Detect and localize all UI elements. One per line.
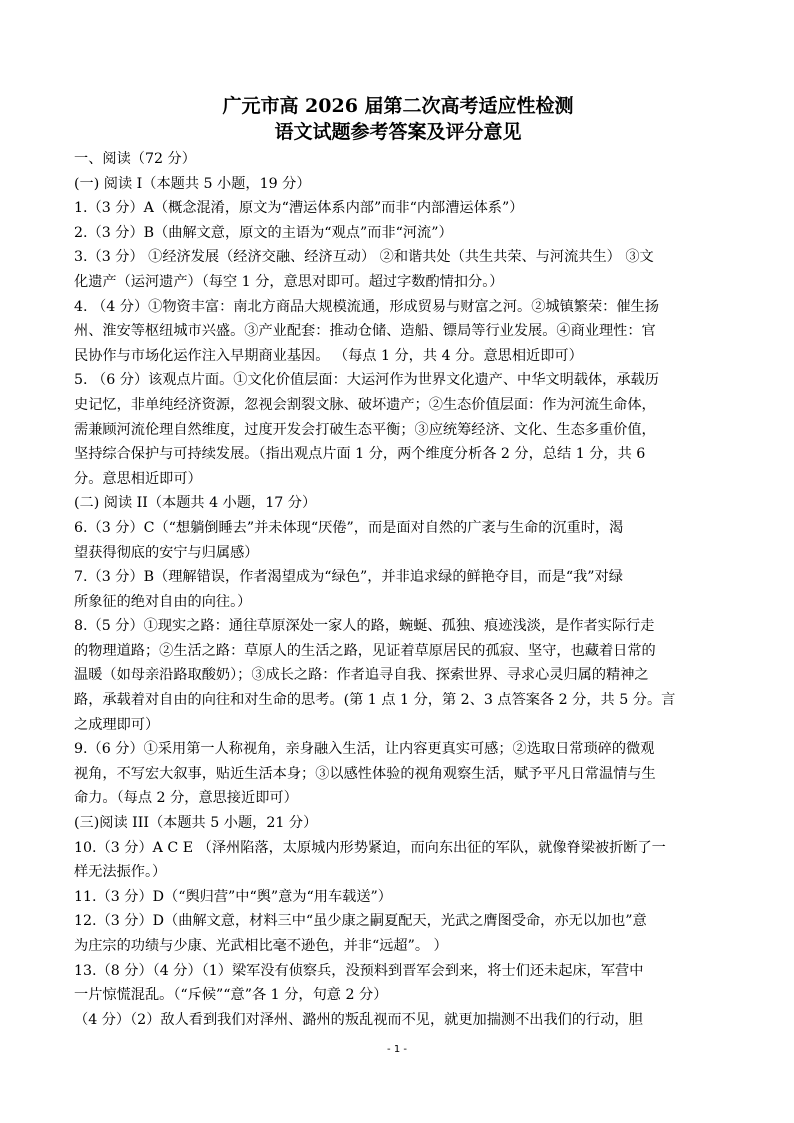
text-line: 11.（3 分）D（“舆归营”中“舆”意为“用车载送”） [74, 888, 392, 905]
text-line: 分。意思相近即可） [74, 470, 202, 487]
text-line: 所象征的绝对自由的向往。） [74, 593, 252, 610]
document-subtitle: 语文试题参考答案及评分意见 [274, 121, 522, 143]
text-line: 样无法振作。） [74, 864, 167, 881]
text-line: 化遗产（运河遗产）（每空 1 分，意思对即可。超过字数酌情扣分。） [74, 273, 504, 290]
text-line: 5. （6 分）该观点片面。①文化价值层面：大运河作为世界文化遗产、中华文明载体，承载历 [74, 372, 659, 389]
text-line: 视角，不写宏大叙事，贴近生活本身；③以感性体验的视角观察生活，赋予平凡日常温情与生 [74, 765, 656, 782]
text-line: 的物理道路；②生活之路：草原人的生活之路，见证着草原居民的孤寂、坚守，也藏着日常的 [74, 642, 656, 659]
text-line: 命力。（每点 2 分，意思接近即可） [74, 790, 298, 807]
text-line: 1.（3 分）A（概念混淆，原文为“漕运体系内部”而非“内部漕运体系”） [74, 200, 524, 217]
text-line: （4 分）（2）敌人看到我们对泽州、潞州的叛乱视而不见，就更加揣测不出我们的行动，胆 [74, 1011, 643, 1028]
text-line: 2.（3 分）B（曲解文意，原文的主语为“观点”而非“河流”） [74, 224, 453, 241]
document-title: 广元市高 2026 届第二次高考适应性检测 [222, 95, 574, 117]
text-line: 4. （4 分）①物资丰富：南北方商品大规模流通，形成贸易与财富之河。②城镇繁荣：催生扬 [74, 298, 659, 315]
document-page [74, 93, 722, 1032]
text-line: 温暖（如母亲沿路取酸奶）；③成长之路：作者追寻自我、探索世界、寻求心灵归属的精神之 [74, 667, 649, 684]
text-line: 8.（5 分）①现实之路：通往草原深处一家人的路，蜿蜒、孤独、痕迹浅淡，是作者实际行走 [74, 618, 655, 635]
text-line: (二) 阅读 II（本题共 4 小题，17 分） [74, 495, 317, 512]
text-line: 望获得彻底的安宁与归属感） [74, 544, 259, 561]
text-line: 需兼顾河流伦理自然维度，过度开发会打破生态平衡；③应统筹经济、文化、生态多重价值， [74, 421, 656, 438]
text-line: 为庄宗的功绩与少康、光武相比毫不逊色，并非“远超”。 ） [74, 938, 448, 954]
text-line: 12.（3 分）D（曲解文意，材料三中“虽少康之嗣夏配天，光武之膺图受命，亦无以加也”意 [74, 913, 647, 930]
text-line: 一、阅读（72 分） [74, 151, 196, 167]
text-line: 13.（8 分）（4 分）（1）梁军没有侦察兵，没预料到晋军会到来，将士们还未起床，军营中 [74, 962, 644, 979]
text-line: 9.（6 分）①采用第一人称视角，亲身融入生活，让内容更真实可感；②选取日常琐碎的微观 [74, 741, 655, 758]
text-line: 史记忆，非单纯经济资源，忽视会割裂文脉、破坏遗产；②生态价值层面：作为河流生命体， [74, 396, 656, 413]
text-line: 6.（3 分）C（“想躺倒睡去”并未体现“厌倦”，而是面对自然的广袤与生命的沉重时，渴 [74, 519, 624, 536]
text-line: 7.（3 分）B（理解错误，作者渴望成为“绿色”，并非追求绿的鲜艳夺目，而是“我”对绿 [74, 569, 623, 586]
text-line: 坚持综合保护与可持续发展。（指出观点片面 1 分，两个维度分析各 2 分，总结 1 分，共 6 [74, 446, 646, 463]
text-line: (一) 阅读 I（本题共 5 小题，19 分） [74, 175, 311, 192]
text-line: (三)阅读 III（本题共 5 小题，21 分） [74, 815, 318, 832]
text-line: 民协作与市场化运作注入早期商业基因。 （每点 1 分，共 4 分。意思相近即可） [74, 347, 583, 364]
text-line: 一片惊慌混乱。（“斥候”“意”各 1 分，句意 2 分） [74, 987, 388, 1004]
text-line: 10.（3 分）A C E （泽州陷落，太原城内形势紧迫，而向东出征的军队，就像脊梁被折断了一 [74, 839, 666, 856]
text-line: 之成理即可） [74, 716, 160, 733]
page-number: - 1 - [387, 1044, 407, 1055]
text-line: 路，承载着对自由的向往和对生命的思考。(第 1 点 1 分，第 2、3 点答案各 2 分，共 5 分。言 [74, 692, 676, 709]
text-line: 3.（3 分） ①经济发展（经济交融、经济互动） ②和谐共处（共生共荣、与河流共生） ③文 [74, 249, 654, 266]
answer-key-body [74, 147, 722, 1032]
text-line: 州、淮安等枢纽城市兴盛。③产业配套：推动仓储、造船、镖局等行业发展。④商业理性：官 [74, 323, 656, 340]
